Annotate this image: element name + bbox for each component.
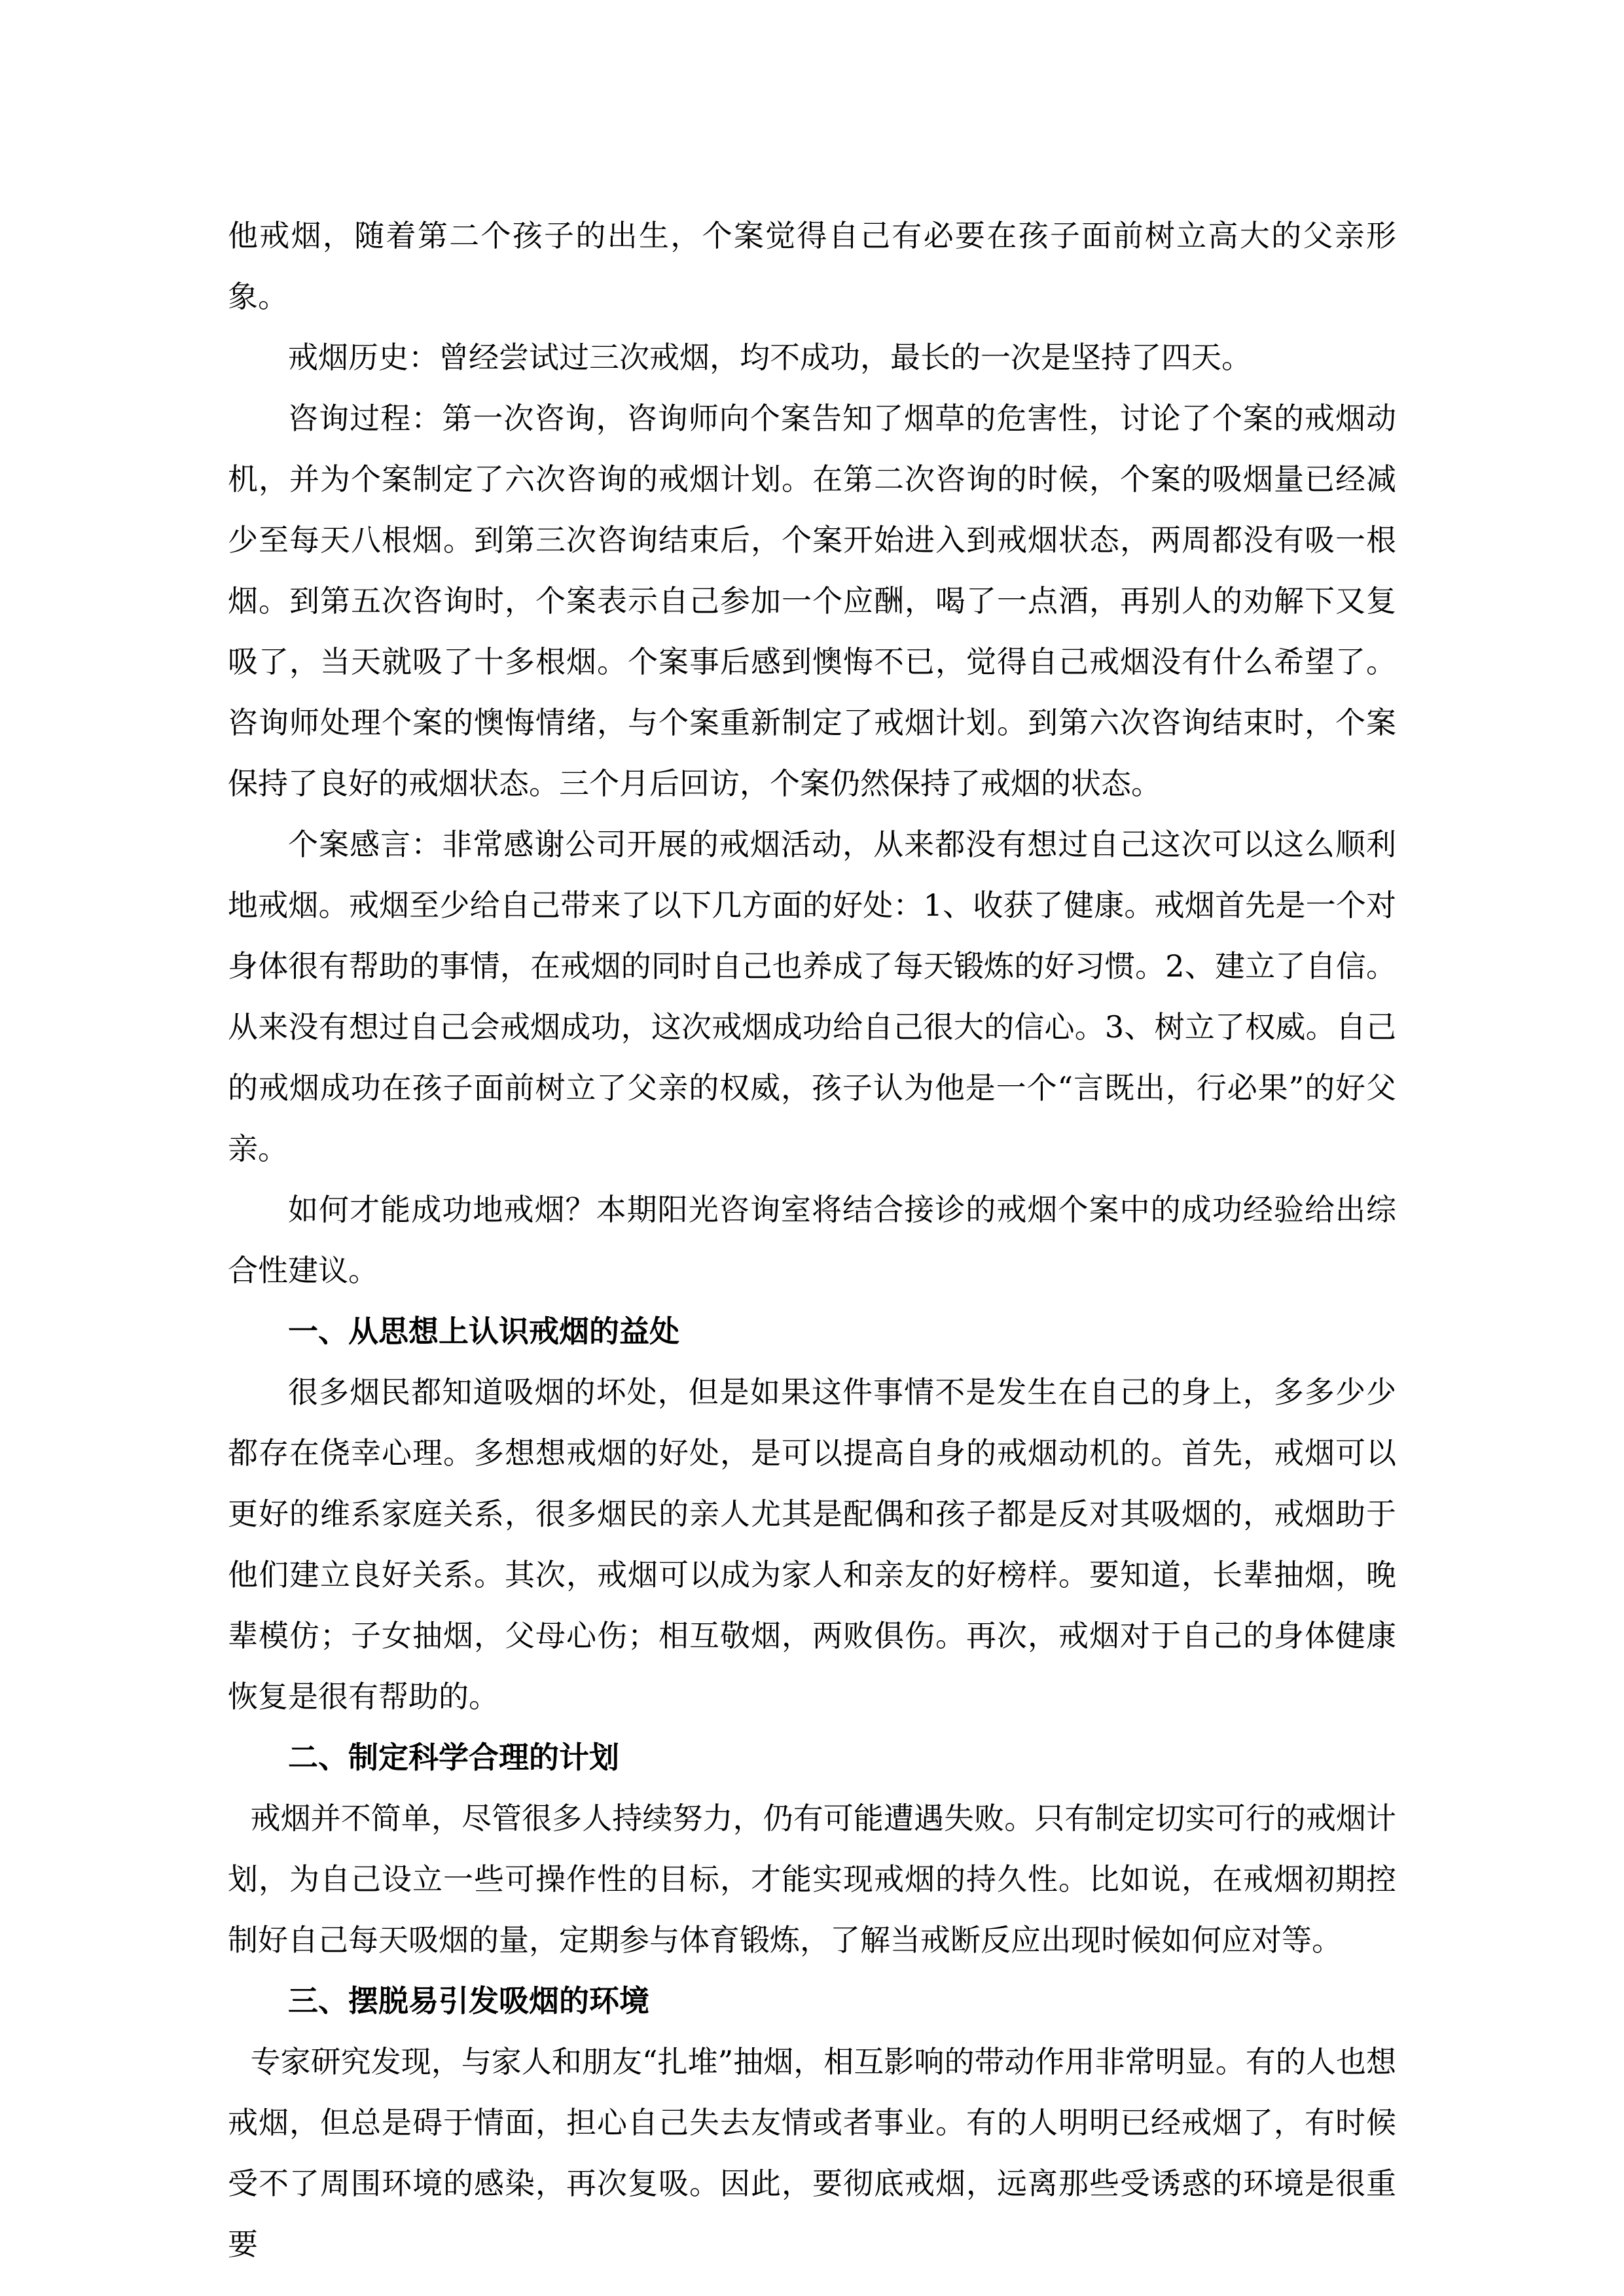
paragraph-lead-in-advice: 如何才能成功地戒烟？本期阳光咨询室将结合接诊的戒烟个案中的成功经验给出综合性建议。 <box>228 1192 1396 1288</box>
section-heading-3: 三、摆脱易引发吸烟的环境 <box>288 1983 649 2018</box>
section-heading-2: 二、制定科学合理的计划 <box>288 1740 619 1775</box>
section-heading-1: 一、从思想上认识戒烟的益处 <box>288 1314 679 1349</box>
paragraph-section-2-body: 戒烟并不简单，尽管很多人持续努力，仍有可能遭遇失败。只有制定切实可行的戒烟计划，为自己设立一些可操作性的目标，才能实现戒烟的持久性。比如说，在戒烟初期控制好自己每天吸烟的量，定期参与体育锻炼，了解当戒断反应出现时候如何应对等。 <box>228 1801 1396 1958</box>
paragraph-case-testimonial: 个案感言：非常感谢公司开展的戒烟活动，从来都没有想过自己这次可以这么顺利地戒烟。戒烟至少给自己带来了以下几方面的好处：1、收获了健康。戒烟首先是一个对身体很有帮助的事情，在戒烟的同时自己也养成了每天锻炼的好习惯。2、建立了自信。从来没有想过自己会戒烟成功，这次戒烟成功给自己很大的信心。3、树立了权威。自己的戒烟成功在孩子面前树立了父亲的权威，孩子认为他是一个“言既出，行必果”的好父亲。 <box>228 827 1396 1166</box>
paragraph-section-1-body: 很多烟民都知道吸烟的坏处，但是如果这件事情不是发生在自己的身上，多多少少都存在侥幸心理。多想想戒烟的好处，是可以提高自身的戒烟动机的。首先，戒烟可以更好的维系家庭关系，很多烟民的亲人尤其是配偶和孩子都是反对其吸烟的，戒烟助于他们建立良好关系。其次，戒烟可以成为家人和亲友的好榜样。要知道，长辈抽烟，晚辈模仿；子女抽烟，父母心伤；相互敬烟，两败俱伤。再次，戒烟对于自己的身体健康恢复是很有帮助的。 <box>228 1374 1396 1714</box>
paragraph-section-3-body: 专家研究发现，与家人和朋友“扎堆”抽烟，相互影响的带动作用非常明显。有的人也想戒烟，但总是碍于情面，担心自己失去友情或者事业。有的人明明已经戒烟了，有时候受不了周围环境的感染，再次复吸。因此，要彻底戒烟，远离那些受诱惑的环境是很重要 <box>228 2044 1396 2262</box>
paragraph-smoking-history: 戒烟历史：曾经尝试过三次戒烟，均不成功，最长的一次是坚持了四天。 <box>288 340 1252 375</box>
paragraph-continuation: 他戒烟，随着第二个孩子的出生，个案觉得自己有必要在孩子面前树立高大的父亲形象。 <box>228 218 1396 314</box>
paragraph-counseling-process: 咨询过程：第一次咨询，咨询师向个案告知了烟草的危害性，讨论了个案的戒烟动机，并为个案制定了六次咨询的戒烟计划。在第二次咨询的时候，个案的吸烟量已经减少至每天八根烟。到第三次咨询结束后，个案开始进入到戒烟状态，两周都没有吸一根烟。到第五次咨询时，个案表示自己参加一个应酬，喝了一点酒，再别人的劝解下又复吸了，当天就吸了十多根烟。个案事后感到懊悔不已，觉得自己戒烟没有什么希望了。咨询师处理个案的懊悔情绪，与个案重新制定了戒烟计划。到第六次咨询结束时，个案保持了良好的戒烟状态。三个月后回访，个案仍然保持了戒烟的状态。 <box>228 401 1396 801</box>
